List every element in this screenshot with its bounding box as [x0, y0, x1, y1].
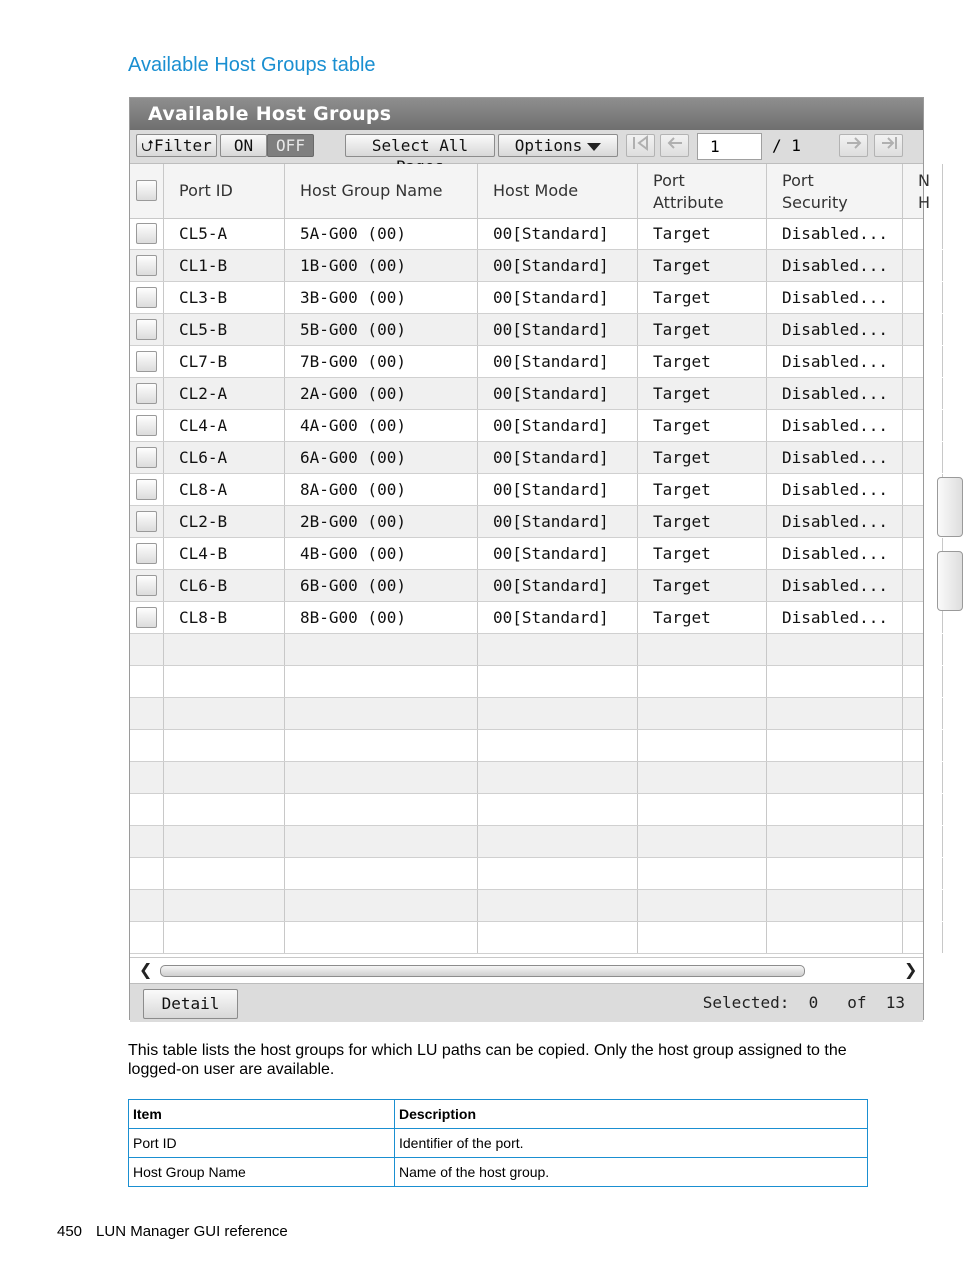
host-mode-cell: 00[Standard] [478, 506, 638, 537]
port-attribute-cell: Target [638, 346, 767, 377]
host-mode-cell [478, 794, 638, 825]
header-select-all-cell [130, 164, 164, 218]
row-select-cell [130, 762, 164, 793]
host-group-name-cell: 2A-G00 (00) [285, 378, 478, 409]
table-row[interactable] [130, 282, 923, 314]
host-mode-cell: 00[Standard] [478, 250, 638, 281]
truncated-cell [903, 250, 943, 281]
host-mode-cell [478, 698, 638, 729]
host-group-name-cell [285, 890, 478, 921]
table-row[interactable] [130, 218, 923, 250]
port-attribute-cell [638, 922, 767, 953]
detail-button[interactable]: Detail [143, 989, 238, 1019]
chevron-down-icon [587, 143, 601, 151]
port-security-cell [767, 730, 903, 761]
table-row [129, 1158, 868, 1187]
host-group-name-cell: 3B-G00 (00) [285, 282, 478, 313]
host-group-name-cell [285, 666, 478, 697]
side-expand-tab[interactable] [937, 477, 963, 537]
truncated-cell [903, 410, 943, 441]
column-header-port-security[interactable] [767, 164, 903, 218]
table-header [130, 164, 931, 219]
footer-section-title: LUN Manager GUI reference [96, 1223, 288, 1240]
truncated-cell [903, 314, 943, 345]
row-select-cell [130, 378, 164, 409]
host-group-name-cell: 5A-G00 (00) [285, 218, 478, 249]
port-security-cell: Disabled... [767, 314, 903, 345]
host-group-name-cell: 4B-G00 (00) [285, 538, 478, 569]
port-security-cell [767, 634, 903, 665]
host-group-name-cell [285, 794, 478, 825]
host-mode-cell: 00[Standard] [478, 442, 638, 473]
row-select-cell [130, 314, 164, 345]
selected-count: 0 [808, 993, 819, 1012]
truncated-cell [903, 922, 943, 953]
empty-table-row [130, 858, 923, 890]
port-attribute-cell: Target [638, 218, 767, 249]
truncated-cell [903, 634, 943, 665]
host-mode-cell: 00[Standard] [478, 602, 638, 633]
port-id-cell [164, 666, 285, 697]
port-attribute-cell: Target [638, 570, 767, 601]
row-select-cell [130, 730, 164, 761]
host-group-name-cell: 8A-G00 (00) [285, 474, 478, 505]
total-count: 13 [885, 993, 905, 1012]
truncated-cell [903, 698, 943, 729]
row-select-cell [130, 602, 164, 633]
select-all-pages-button[interactable]: Select All [345, 134, 495, 157]
section-title: Available Host Groups table [128, 54, 376, 76]
port-security-cell: Disabled... [767, 218, 903, 249]
port-security-cell: Disabled... [767, 410, 903, 441]
host-mode-cell [478, 666, 638, 697]
table-row[interactable] [130, 474, 923, 506]
port-attribute-cell: Target [638, 250, 767, 281]
port-attribute-cell [638, 698, 767, 729]
host-mode-cell [478, 922, 638, 953]
panel-footer [130, 983, 923, 1022]
item-cell: Port ID [129, 1129, 395, 1158]
port-security-cell: Disabled... [767, 538, 903, 569]
row-checkbox[interactable] [136, 255, 157, 276]
port-security-cell [767, 794, 903, 825]
truncated-cell [903, 666, 943, 697]
port-attribute-cell: Target [638, 410, 767, 441]
host-group-name-cell [285, 698, 478, 729]
host-mode-cell [478, 730, 638, 761]
table-row[interactable] [130, 570, 923, 602]
port-attribute-cell: Target [638, 442, 767, 473]
scroll-left-icon[interactable]: ❮ [139, 960, 153, 979]
port-attribute-cell [638, 634, 767, 665]
port-attribute-cell: Target [638, 282, 767, 313]
host-mode-cell: 00[Standard] [478, 282, 638, 313]
row-checkbox[interactable] [136, 543, 157, 564]
host-group-name-cell: 5B-G00 (00) [285, 314, 478, 345]
port-attribute-cell [638, 890, 767, 921]
port-id-cell: CL3-B [164, 282, 285, 313]
port-security-cell: Disabled... [767, 442, 903, 473]
table-row[interactable] [130, 410, 923, 442]
port-attribute-cell [638, 826, 767, 857]
truncated-line1: N [918, 171, 930, 190]
scroll-right-icon[interactable]: ❯ [904, 960, 918, 979]
port-id-cell [164, 634, 285, 665]
row-select-cell [130, 250, 164, 281]
port-security-cell [767, 698, 903, 729]
port-id-cell [164, 698, 285, 729]
row-select-cell [130, 698, 164, 729]
port-id-cell [164, 826, 285, 857]
truncated-cell [903, 346, 943, 377]
row-checkbox[interactable] [136, 223, 157, 244]
item-cell: Host Group Name [129, 1158, 395, 1187]
host-mode-cell [478, 826, 638, 857]
empty-table-row [130, 890, 923, 922]
row-checkbox[interactable] [136, 575, 157, 596]
port-security-cell [767, 666, 903, 697]
column-header-host-mode[interactable]: Host Mode [478, 164, 638, 218]
empty-table-row [130, 634, 923, 666]
port-security-cell: Disabled... [767, 282, 903, 313]
row-select-cell [130, 218, 164, 249]
truncated-cell [903, 378, 943, 409]
port-id-cell: CL8-A [164, 474, 285, 505]
port-security-cell [767, 826, 903, 857]
empty-table-row [130, 794, 923, 826]
host-group-name-cell [285, 922, 478, 953]
port-security-cell [767, 890, 903, 921]
host-group-name-cell: 4A-G00 (00) [285, 410, 478, 441]
row-checkbox[interactable] [136, 351, 157, 372]
row-checkbox[interactable] [136, 415, 157, 436]
empty-table-row [130, 698, 923, 730]
port-attribute-cell: Target [638, 538, 767, 569]
empty-table-row [130, 762, 923, 794]
truncated-cell [903, 442, 943, 473]
host-group-name-cell: 7B-G00 (00) [285, 346, 478, 377]
host-mode-cell: 00[Standard] [478, 538, 638, 569]
port-attribute-cell: Target [638, 314, 767, 345]
filter-button[interactable]: ⮍Filter [136, 134, 217, 157]
row-checkbox[interactable] [136, 607, 157, 628]
selection-status [703, 988, 905, 1018]
host-mode-cell: 00[Standard] [478, 218, 638, 249]
port-attribute-cell [638, 666, 767, 697]
row-checkbox[interactable] [136, 447, 157, 468]
table-row[interactable] [130, 378, 923, 410]
host-group-name-cell: 6B-G00 (00) [285, 570, 478, 601]
host-group-name-cell: 2B-G00 (00) [285, 506, 478, 537]
column-header-truncated[interactable] [903, 164, 943, 218]
port-security-cell: Disabled... [767, 506, 903, 537]
column-header-host-group-name[interactable]: Host Group Name [285, 164, 478, 218]
port-security-cell: Disabled... [767, 602, 903, 633]
filter-off-button[interactable]: OFF [267, 134, 314, 157]
table-row[interactable] [130, 314, 923, 346]
description-paragraph: This table lists the host groups for which LU paths can be copied. Only the host group assigned to the logged-on user are available. [128, 1042, 847, 1078]
host-mode-cell [478, 890, 638, 921]
table-row[interactable] [130, 442, 923, 474]
truncated-cell [903, 282, 943, 313]
empty-table-row [130, 826, 923, 858]
port-id-cell [164, 858, 285, 889]
description-cell: Name of the host group. [395, 1158, 868, 1187]
host-group-name-cell [285, 858, 478, 889]
page-footer [57, 1223, 288, 1240]
port-id-cell: CL7-B [164, 346, 285, 377]
table-row[interactable] [130, 250, 923, 282]
port-attribute-cell [638, 794, 767, 825]
port-attribute-cell [638, 730, 767, 761]
port-id-cell [164, 762, 285, 793]
column-header-port-id[interactable]: Port ID [164, 164, 285, 218]
toolbar [130, 130, 923, 164]
port-security-cell: Disabled... [767, 378, 903, 409]
port-attribute-cell: Target [638, 474, 767, 505]
port-id-cell: CL1-B [164, 250, 285, 281]
first-page-icon[interactable] [626, 134, 655, 157]
port-security-cell: Disabled... [767, 474, 903, 505]
previous-page-icon[interactable] [660, 134, 689, 157]
port-id-cell: CL5-A [164, 218, 285, 249]
row-select-cell [130, 538, 164, 569]
port-attribute-cell: Target [638, 378, 767, 409]
host-mode-cell: 00[Standard] [478, 378, 638, 409]
port-security-line2: Security [782, 193, 848, 212]
truncated-cell [903, 858, 943, 889]
table-row[interactable] [130, 602, 923, 634]
truncated-cell [903, 762, 943, 793]
host-mode-cell [478, 858, 638, 889]
truncated-cell [903, 218, 943, 249]
empty-table-row [130, 730, 923, 762]
empty-table-row [130, 666, 923, 698]
row-checkbox[interactable] [136, 511, 157, 532]
row-select-cell [130, 346, 164, 377]
row-select-cell [130, 410, 164, 441]
port-id-cell: CL4-B [164, 538, 285, 569]
host-group-name-cell: 6A-G00 (00) [285, 442, 478, 473]
table-row [129, 1129, 868, 1158]
row-select-cell [130, 794, 164, 825]
options-label: Options [514, 136, 583, 155]
port-attribute-cell: Target [638, 602, 767, 633]
port-security-cell [767, 858, 903, 889]
port-attribute-line2: Attribute [653, 193, 724, 212]
port-id-cell: CL6-B [164, 570, 285, 601]
row-select-cell [130, 666, 164, 697]
host-mode-cell: 00[Standard] [478, 346, 638, 377]
host-mode-cell: 00[Standard] [478, 410, 638, 441]
panel-title: Available Host Groups [130, 98, 923, 130]
column-header-port-attribute[interactable] [638, 164, 767, 218]
host-mode-cell: 00[Standard] [478, 314, 638, 345]
host-group-name-cell [285, 762, 478, 793]
row-checkbox[interactable] [136, 479, 157, 500]
row-select-cell [130, 442, 164, 473]
row-select-cell [130, 474, 164, 505]
page-number-input[interactable]: 1 [697, 133, 762, 160]
host-group-name-cell: 1B-G00 (00) [285, 250, 478, 281]
port-security-line1: Port [782, 171, 814, 190]
table-row[interactable] [130, 346, 923, 378]
host-group-name-cell: 8B-G00 (00) [285, 602, 478, 633]
row-select-cell [130, 634, 164, 665]
truncated-cell [903, 730, 943, 761]
row-select-cell [130, 858, 164, 889]
row-select-cell [130, 506, 164, 537]
port-id-cell: CL4-A [164, 410, 285, 441]
row-select-cell [130, 282, 164, 313]
truncated-cell [903, 794, 943, 825]
host-mode-cell: 00[Standard] [478, 570, 638, 601]
selected-label: Selected: [702, 993, 790, 1012]
description-cell: Identifier of the port. [395, 1129, 868, 1158]
host-group-name-cell [285, 730, 478, 761]
host-mode-cell: 00[Standard] [478, 474, 638, 505]
table-row[interactable] [130, 506, 923, 538]
page-number: 450 [57, 1223, 83, 1240]
port-id-cell: CL6-A [164, 442, 285, 473]
port-id-cell: CL2-B [164, 506, 285, 537]
port-security-cell: Disabled... [767, 346, 903, 377]
next-page-icon[interactable] [839, 134, 868, 157]
options-button[interactable] [498, 134, 618, 157]
port-attribute-line1: Port [653, 171, 685, 190]
row-select-cell [130, 826, 164, 857]
of-label: of [847, 993, 867, 1012]
port-security-cell [767, 762, 903, 793]
row-select-cell [130, 890, 164, 921]
horizontal-scrollbar[interactable] [130, 957, 923, 984]
row-checkbox[interactable] [136, 383, 157, 404]
host-mode-cell [478, 634, 638, 665]
port-security-cell: Disabled... [767, 250, 903, 281]
port-attribute-cell: Target [638, 506, 767, 537]
table-header-row [129, 1100, 868, 1129]
available-host-groups-panel [129, 97, 931, 1020]
side-collapse-tab[interactable] [937, 551, 963, 611]
truncated-cell [903, 826, 943, 857]
port-id-cell: CL5-B [164, 314, 285, 345]
item-description-table [128, 1099, 868, 1187]
row-select-cell [130, 570, 164, 601]
description-header: Description [395, 1100, 868, 1129]
port-attribute-cell [638, 858, 767, 889]
host-group-name-cell [285, 634, 478, 665]
filter-on-button[interactable]: ON [220, 134, 267, 157]
table-row[interactable] [130, 538, 923, 570]
row-checkbox[interactable] [136, 319, 157, 340]
truncated-cell [903, 890, 943, 921]
port-security-cell: Disabled... [767, 570, 903, 601]
select-all-checkbox[interactable] [136, 180, 157, 201]
port-id-cell: CL2-A [164, 378, 285, 409]
row-checkbox[interactable] [136, 287, 157, 308]
page-total: / 1 [772, 136, 801, 155]
item-header: Item [129, 1100, 395, 1129]
port-id-cell [164, 922, 285, 953]
host-group-name-cell [285, 826, 478, 857]
host-mode-cell [478, 762, 638, 793]
last-page-icon[interactable] [874, 134, 903, 157]
port-id-cell [164, 730, 285, 761]
truncated-line2: H [918, 193, 931, 212]
scrollbar-thumb[interactable] [160, 965, 805, 977]
row-select-cell [130, 922, 164, 953]
port-security-cell [767, 922, 903, 953]
port-attribute-cell [638, 762, 767, 793]
empty-table-row [130, 922, 923, 954]
port-id-cell [164, 794, 285, 825]
port-id-cell: CL8-B [164, 602, 285, 633]
port-id-cell [164, 890, 285, 921]
